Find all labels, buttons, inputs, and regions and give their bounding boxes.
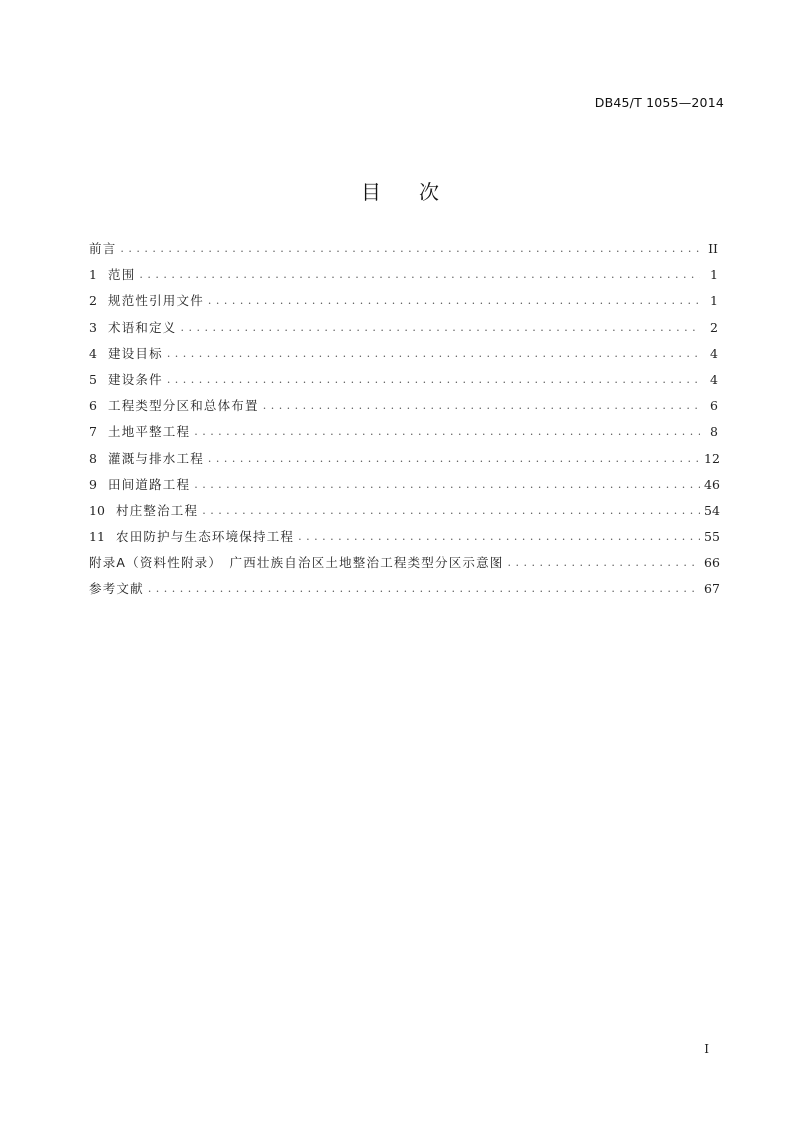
toc-item-label: 灌溉与排水工程 (108, 450, 204, 466)
toc-item-label: 附录A（资料性附录） 广西壮族自治区土地整治工程类型分区示意图 (89, 555, 504, 571)
dot-leader (194, 478, 700, 491)
toc-item-page: 12 (704, 450, 720, 466)
dot-leader (194, 425, 700, 438)
toc-item-page: 8 (710, 424, 718, 440)
toc-item-page: 4 (710, 371, 718, 387)
toc-item-9[interactable] (89, 475, 718, 501)
dot-leader (508, 556, 700, 569)
dot-leader (298, 530, 700, 543)
toc-item-appendix-a[interactable] (89, 553, 718, 579)
toc-item-number: 4 (89, 345, 97, 361)
toc-item-page: 66 (704, 555, 720, 571)
toc-item-label: 规范性引用文件 (108, 293, 204, 309)
toc-item-label: 田间道路工程 (108, 476, 191, 492)
toc-item-label: 农田防护与生态环境保持工程 (116, 529, 295, 545)
dot-leader (148, 582, 700, 595)
toc-item-page: 54 (704, 502, 720, 518)
dot-leader (120, 242, 700, 255)
toc-item-8[interactable] (89, 449, 718, 475)
toc-item-number: 1 (89, 267, 97, 283)
toc-item-label: 工程类型分区和总体布置 (108, 398, 259, 414)
dot-leader (263, 399, 700, 412)
toc-item-number: 10 (89, 502, 105, 518)
toc-item-5[interactable] (89, 370, 718, 396)
toc-item-preface[interactable] (89, 239, 718, 265)
title-char-1: 目 (361, 180, 381, 204)
toc-item-number: 7 (89, 424, 97, 440)
toc-item-label: 前言 (89, 241, 117, 256)
dot-leader (208, 294, 700, 307)
toc-item-label: 村庄整治工程 (116, 502, 199, 518)
toc-item-10[interactable] (89, 501, 718, 527)
dot-leader (167, 373, 700, 386)
toc-item-label: 范围 (108, 267, 136, 283)
toc-item-label: 术语和定义 (108, 319, 177, 335)
dot-leader (139, 268, 700, 281)
toc-item-number: 5 (89, 371, 97, 387)
table-of-contents (89, 239, 718, 606)
toc-item-page: 6 (710, 398, 718, 414)
toc-item-page: 2 (710, 319, 718, 335)
toc-item-label: 建设目标 (108, 345, 163, 361)
toc-item-references[interactable] (89, 579, 718, 605)
toc-item-page: 67 (704, 581, 720, 597)
toc-item-page: 1 (710, 293, 718, 309)
toc-item-number: 8 (89, 450, 97, 466)
toc-item-number: 3 (89, 319, 97, 335)
title-char-2: 次 (419, 180, 439, 204)
toc-item-label: 建设条件 (108, 371, 163, 387)
toc-item-number: 9 (89, 476, 97, 492)
page-number: I (704, 1042, 709, 1056)
toc-item-6[interactable] (89, 396, 718, 422)
toc-item-label: 土地平整工程 (108, 424, 191, 440)
toc-item-page: 4 (710, 345, 718, 361)
toc-item-number: 11 (89, 529, 105, 545)
page-title (0, 176, 800, 205)
toc-item-page: 55 (704, 529, 720, 545)
toc-item-11[interactable] (89, 527, 718, 553)
toc-item-2[interactable] (89, 291, 718, 317)
toc-item-7[interactable] (89, 422, 718, 448)
document-code: DB45/T 1055—2014 (594, 95, 724, 110)
dot-leader (181, 321, 700, 334)
toc-item-3[interactable] (89, 318, 718, 344)
toc-item-page: 1 (710, 267, 718, 283)
toc-item-page: II (708, 241, 718, 256)
dot-leader (167, 347, 700, 360)
toc-item-4[interactable] (89, 344, 718, 370)
toc-item-label: 参考文献 (89, 581, 144, 597)
toc-item-number: 6 (89, 398, 97, 414)
toc-item-1[interactable] (89, 265, 718, 291)
dot-leader (202, 504, 700, 517)
toc-item-page: 46 (704, 476, 720, 492)
dot-leader (208, 452, 700, 465)
toc-item-number: 2 (89, 293, 97, 309)
